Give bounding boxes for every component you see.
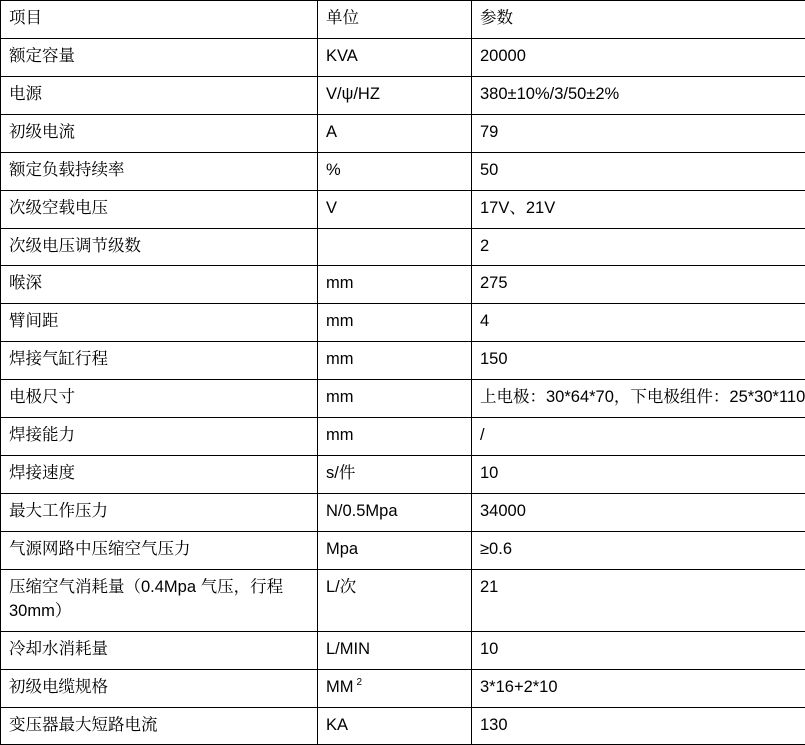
row-value: 275 <box>472 266 805 304</box>
row-value: 3*16+2*10 <box>472 669 805 707</box>
row-item: 额定负载持续率 <box>1 152 318 190</box>
row-unit: mm <box>318 342 472 380</box>
table-header-row <box>1 1 805 39</box>
row-unit: KVA <box>318 38 472 76</box>
row-unit: N/0.5Mpa <box>318 493 472 531</box>
row-unit: V <box>318 190 472 228</box>
column-header-value: 参数 <box>472 1 805 39</box>
row-item: 次级电压调节级数 <box>1 228 318 266</box>
row-item: 最大工作压力 <box>1 493 318 531</box>
row-value: 34000 <box>472 493 805 531</box>
row-item: 焊接能力 <box>1 418 318 456</box>
column-header-unit: 单位 <box>318 1 472 39</box>
table-row <box>1 304 805 342</box>
row-unit: mm <box>318 304 472 342</box>
row-value: 17V、21V <box>472 190 805 228</box>
row-value: 380±10%/3/50±2% <box>472 76 805 114</box>
row-item: 变压器最大短路电流 <box>1 707 318 745</box>
row-item: 压缩空气消耗量（0.4Mpa 气压，行程 30mm） <box>1 569 318 631</box>
row-item: 初级电缆规格 <box>1 669 318 707</box>
row-unit: s/件 <box>318 456 472 494</box>
row-value: / <box>472 418 805 456</box>
row-item: 臂间距 <box>1 304 318 342</box>
row-value: 50 <box>472 152 805 190</box>
row-unit: Mpa <box>318 531 472 569</box>
table-row <box>1 152 805 190</box>
row-unit: % <box>318 152 472 190</box>
row-unit: mm <box>318 418 472 456</box>
table-row <box>1 114 805 152</box>
row-item: 初级电流 <box>1 114 318 152</box>
table-row <box>1 707 805 745</box>
row-unit: V/ψ/HZ <box>318 76 472 114</box>
row-value: 4 <box>472 304 805 342</box>
row-value: 79 <box>472 114 805 152</box>
table-row <box>1 38 805 76</box>
row-unit-superscript: 2 <box>357 677 363 688</box>
row-item: 次级空载电压 <box>1 190 318 228</box>
row-value: 21 <box>472 569 805 631</box>
row-value: 上电极：30*64*70，下电极组件：25*30*110 <box>472 380 805 418</box>
row-unit: A <box>318 114 472 152</box>
row-value: 130 <box>472 707 805 745</box>
table-row <box>1 266 805 304</box>
row-unit <box>318 228 472 266</box>
table-body <box>1 1 805 745</box>
row-item: 焊接速度 <box>1 456 318 494</box>
row-item: 额定容量 <box>1 38 318 76</box>
row-item: 冷却水消耗量 <box>1 631 318 669</box>
column-header-item: 项目 <box>1 1 318 39</box>
row-unit: L/MIN <box>318 631 472 669</box>
table-row <box>1 418 805 456</box>
row-unit-text: MM <box>326 678 354 696</box>
table-row <box>1 493 805 531</box>
row-item: 电源 <box>1 76 318 114</box>
row-value: ≥0.6 <box>472 531 805 569</box>
row-item: 电极尺寸 <box>1 380 318 418</box>
row-unit <box>318 669 472 707</box>
table-row <box>1 631 805 669</box>
row-unit: KA <box>318 707 472 745</box>
table-row <box>1 531 805 569</box>
table-row <box>1 569 805 631</box>
table-row <box>1 76 805 114</box>
table-row <box>1 669 805 707</box>
row-unit: L/次 <box>318 569 472 631</box>
row-item: 喉深 <box>1 266 318 304</box>
row-unit: mm <box>318 380 472 418</box>
row-item: 焊接气缸行程 <box>1 342 318 380</box>
row-unit: mm <box>318 266 472 304</box>
table-row <box>1 228 805 266</box>
row-value: 20000 <box>472 38 805 76</box>
row-value: 10 <box>472 456 805 494</box>
row-value: 10 <box>472 631 805 669</box>
table-row <box>1 342 805 380</box>
table-row <box>1 456 805 494</box>
row-value: 150 <box>472 342 805 380</box>
row-item: 气源网路中压缩空气压力 <box>1 531 318 569</box>
row-value: 2 <box>472 228 805 266</box>
table-row <box>1 380 805 418</box>
table-row <box>1 190 805 228</box>
